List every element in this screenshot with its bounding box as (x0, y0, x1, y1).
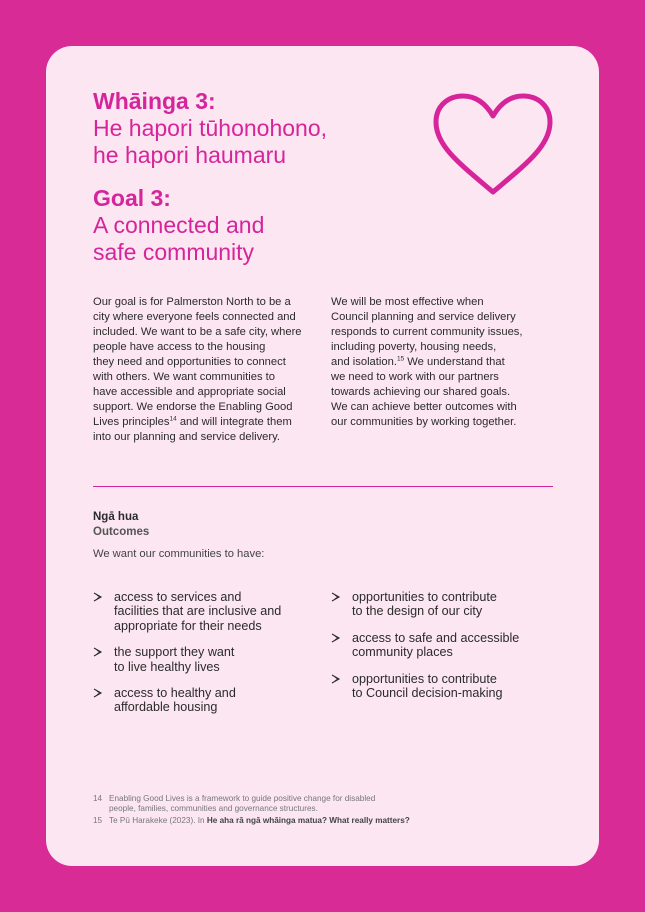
body-line: We can achieve better outcomes with (331, 401, 517, 413)
list-item (93, 590, 323, 633)
footnote-text: people, families, communities and governance structures. (109, 804, 318, 813)
outcomes-list-right (331, 590, 561, 712)
body-line: responds to current community issues, (331, 326, 523, 338)
footnote-text: Te Pū Harakeke (2023). In (109, 816, 207, 825)
outcomes-subtitle: Outcomes (93, 526, 150, 538)
body-text: We understand that (404, 356, 505, 368)
list-item (331, 631, 561, 660)
heart-icon (430, 92, 556, 202)
body-line: they need and opportunities to connect (93, 356, 286, 368)
body-line: we need to work with our partners (331, 371, 499, 383)
maori-goal-line-2: he hapori haumaru (93, 142, 287, 168)
body-line: support. We endorse the Enabling Good (93, 401, 293, 413)
arrow-bullet-icon (93, 688, 103, 698)
arrow-bullet-icon (93, 647, 103, 657)
list-item-line: to the design of our city (352, 604, 483, 619)
body-line: with others. We want communities to (93, 371, 275, 383)
english-goal-line-2: safe community (93, 239, 255, 265)
content-card (46, 46, 599, 866)
body-line: included. We want to be a safe city, where (93, 326, 302, 338)
footnote-source-title: He aha rā ngā whāinga matua? What really matters? (206, 816, 410, 825)
outcomes-intro: We want our communities to have: (93, 548, 265, 560)
body-line (331, 355, 556, 370)
english-goal-line-1: A connected and (93, 212, 265, 238)
list-item-line: affordable housing (114, 700, 218, 715)
list-item-line: appropriate for their needs (114, 618, 262, 633)
english-goal-label: Goal 3: (93, 185, 171, 211)
list-item-line: the support they want (114, 645, 235, 660)
footnote-ref-14[interactable]: 14 (169, 415, 177, 423)
list-item-line: facilities that are inclusive and (114, 604, 282, 619)
body-text: and isolation. (331, 356, 397, 368)
body-column-left (93, 295, 327, 445)
list-item-line: to Council decision-making (352, 686, 503, 701)
outcomes-title: Ngā hua (93, 511, 139, 523)
body-line: into our planning and service delivery. (93, 431, 280, 443)
arrow-bullet-icon (331, 633, 341, 643)
footnote-text: Enabling Good Lives is a framework to guide positive change for disabled (109, 794, 376, 803)
list-item-line: access to safe and accessible (352, 630, 520, 645)
list-item (93, 686, 323, 715)
footnote-number: 14 (93, 794, 103, 803)
body-text: and will integrate them (176, 416, 292, 428)
body-line: Council planning and service delivery (331, 311, 516, 323)
list-item (331, 672, 561, 701)
body-line: people have access to the housing (93, 341, 266, 353)
maori-goal-line-1: He hapori tūhonohono, (93, 115, 328, 141)
list-item-line: opportunities to contribute (352, 671, 497, 686)
outcomes-list-left (93, 590, 323, 727)
list-item-line: access to healthy and (114, 686, 236, 701)
list-item-line: opportunities to contribute (352, 590, 497, 604)
footnote-15 (93, 816, 473, 826)
arrow-bullet-icon (331, 674, 341, 684)
body-line: including poverty, housing needs, (331, 341, 497, 353)
body-line: Our goal is for Palmerston North to be a (93, 296, 291, 308)
body-column-right (331, 295, 556, 430)
arrow-bullet-icon (93, 592, 103, 602)
footnote-number: 15 (93, 816, 103, 825)
section-divider (93, 486, 553, 487)
list-item-line: to live healthy lives (114, 659, 220, 674)
body-line: We will be most effective when (331, 296, 484, 308)
footnotes (93, 794, 473, 828)
footnote-14 (93, 794, 473, 814)
goal-heading (93, 88, 433, 266)
body-line: our communities by working together. (331, 416, 517, 428)
body-line: have accessible and appropriate social (93, 386, 286, 398)
body-line: towards achieving our shared goals. (331, 386, 511, 398)
list-item (93, 645, 323, 674)
arrow-bullet-icon (331, 592, 341, 602)
list-item-line: access to services and (114, 590, 242, 604)
body-line (93, 415, 327, 430)
body-text: Lives principles (93, 416, 170, 428)
maori-goal-label: Whāinga 3: (93, 88, 216, 114)
list-item (331, 590, 561, 619)
footnote-ref-15[interactable]: 15 (396, 355, 405, 363)
list-item-line: community places (352, 645, 453, 660)
body-line: city where everyone feels connected and (93, 311, 296, 323)
